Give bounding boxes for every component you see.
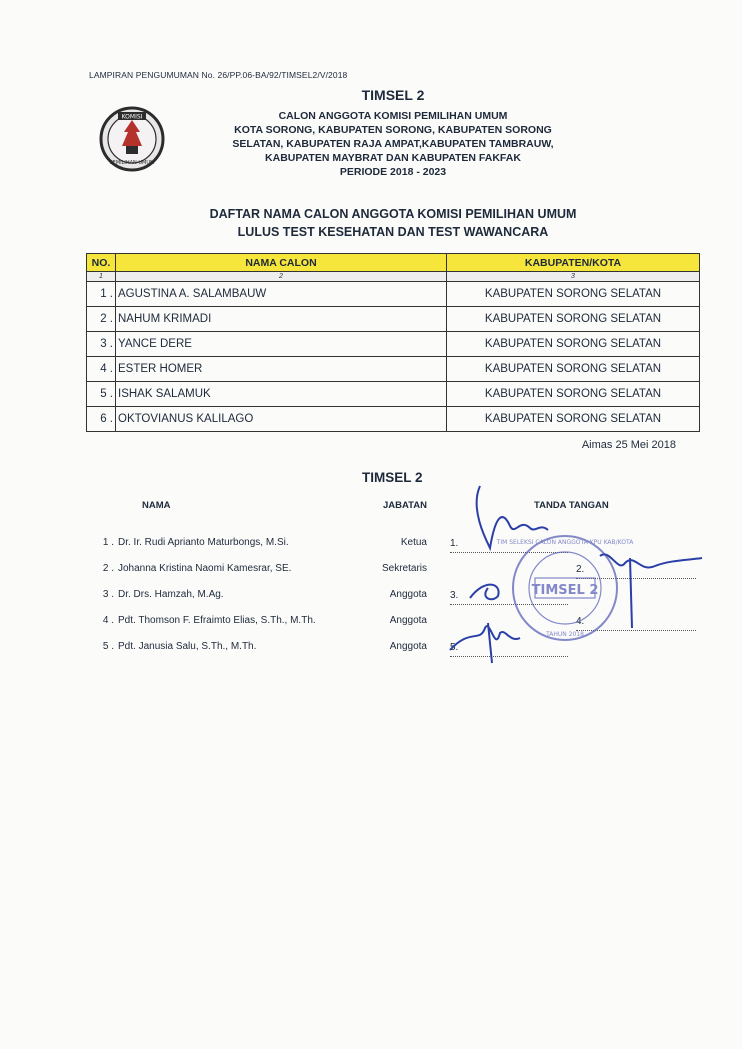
row-kabupaten: KABUPATEN SORONG SELATAN	[447, 357, 700, 382]
row-no: 2 .	[87, 307, 116, 332]
signature-anggota-5	[450, 623, 520, 663]
reference-number: LAMPIRAN PENGUMUMAN No. 26/PP.06-BA/92/TIMSEL2/V/2018	[89, 70, 348, 80]
header-line: CALON ANGGOTA KOMISI PEMILIHAN UMUM	[278, 110, 508, 122]
member-no: 1 .	[102, 537, 114, 548]
col-jabatan-header: JABATAN	[383, 500, 427, 511]
member-role: Sekretaris	[381, 563, 427, 574]
row-kabupaten: KABUPATEN SORONG SELATAN	[447, 407, 700, 432]
table-row	[87, 282, 700, 307]
signature-slot-3: 3.	[450, 590, 568, 605]
table-row	[87, 407, 700, 432]
signature-slot-1: 1.	[450, 538, 568, 553]
row-kabupaten: KABUPATEN SORONG SELATAN	[447, 307, 700, 332]
member-no: 5 .	[102, 641, 114, 652]
logo-bottom-text: PEMILIHAN UMUM	[109, 160, 155, 166]
row-name: OKTOVIANUS KALILAGO	[116, 407, 447, 432]
signature-slot-4: 4.	[576, 616, 696, 631]
kpu-logo	[96, 106, 168, 172]
member-name: Dr. Ir. Rudi Aprianto Maturbongs, M.Si.	[118, 537, 289, 548]
row-no: 4 .	[87, 357, 116, 382]
logo-top-text: KOMISI	[121, 113, 143, 121]
member-role: Anggota	[389, 641, 427, 652]
document-date: Aimas 25 Mei 2018	[581, 439, 676, 451]
table-header-row	[87, 254, 700, 272]
signature-sekretaris	[600, 554, 702, 628]
row-name: ISHAK SALAMUK	[116, 382, 447, 407]
header-line: SELATAN, KABUPATEN RAJA AMPAT,KABUPATEN TAMBRAUW,	[232, 138, 554, 150]
signature-title: TIMSEL 2	[362, 470, 423, 485]
member-role: Ketua	[400, 537, 427, 548]
member-row	[100, 641, 256, 652]
list-title-line-1: DAFTAR NAMA CALON ANGGOTA KOMISI PEMILIHAN UMUM	[209, 207, 577, 221]
table-row	[87, 357, 700, 382]
row-name: AGUSTINA A. SALAMBAUW	[116, 282, 447, 307]
member-name: Pdt. Thomson F. Efraimto Elias, S.Th., M.Th.	[118, 615, 316, 626]
col-tanda-tangan-header: TANDA TANGAN	[534, 500, 609, 511]
row-kabupaten: KABUPATEN SORONG SELATAN	[447, 282, 700, 307]
header-line: KABUPATEN MAYBRAT DAN KABUPATEN FAKFAK	[265, 152, 521, 164]
stamp-ring-text: TIM SELEKSI CALON ANGGOTA KPU KAB/KOTA	[496, 539, 634, 546]
col-nama-calon: NAMA CALON	[116, 254, 447, 272]
index-cell: 3	[447, 272, 700, 282]
signature-slot-2: 2.	[576, 564, 696, 579]
table-row	[87, 332, 700, 357]
member-row	[100, 589, 224, 600]
index-cell: 2	[116, 272, 447, 282]
member-no: 2 .	[102, 563, 114, 574]
member-role: Anggota	[389, 615, 427, 626]
member-row	[100, 563, 291, 574]
row-kabupaten: KABUPATEN SORONG SELATAN	[447, 332, 700, 357]
candidate-table	[86, 253, 700, 432]
list-title-line-2: LULUS TEST KESEHATAN DAN TEST WAWANCARA	[237, 225, 549, 239]
table-row	[87, 307, 700, 332]
member-role: Anggota	[389, 589, 427, 600]
member-row	[100, 615, 316, 626]
row-no: 1 .	[87, 282, 116, 307]
member-name: Pdt. Janusia Salu, S.Th., M.Th.	[118, 641, 257, 652]
member-row	[100, 537, 289, 548]
signatures-and-stamp	[440, 478, 710, 678]
col-kabupaten: KABUPATEN/KOTA	[447, 254, 700, 272]
row-no: 3 .	[87, 332, 116, 357]
row-name: NAHUM KRIMADI	[116, 307, 447, 332]
signature-slot-5: 5.	[450, 642, 568, 657]
list-title	[200, 205, 586, 241]
official-stamp	[496, 536, 634, 640]
member-no: 3 .	[102, 589, 114, 600]
table-row	[87, 382, 700, 407]
header-line: PERIODE 2018 - 2023	[339, 166, 447, 178]
row-no: 5 .	[87, 382, 116, 407]
col-nama-header: NAMA	[142, 500, 171, 511]
row-kabupaten: KABUPATEN SORONG SELATAN	[447, 382, 700, 407]
stamp-bottom-text: TAHUN 2018	[546, 631, 584, 638]
row-name: ESTER HOMER	[116, 357, 447, 382]
signature-anggota-3	[470, 585, 499, 600]
member-name: Johanna Kristina Naomi Kamesrar, SE.	[118, 563, 292, 574]
index-cell: 1	[87, 272, 116, 282]
stamp-center-text: TIMSEL 2	[531, 583, 599, 598]
member-name: Dr. Drs. Hamzah, M.Ag.	[118, 589, 224, 600]
header-timsel: TIMSEL 2	[361, 87, 425, 103]
member-no: 4 .	[102, 615, 114, 626]
row-name: YANCE DERE	[116, 332, 447, 357]
table-index-row	[87, 272, 700, 282]
header-lines	[200, 109, 586, 179]
row-no: 6 .	[87, 407, 116, 432]
col-no: NO.	[87, 254, 116, 272]
header-line: KOTA SORONG, KABUPATEN SORONG, KABUPATEN SORONG	[234, 124, 552, 136]
